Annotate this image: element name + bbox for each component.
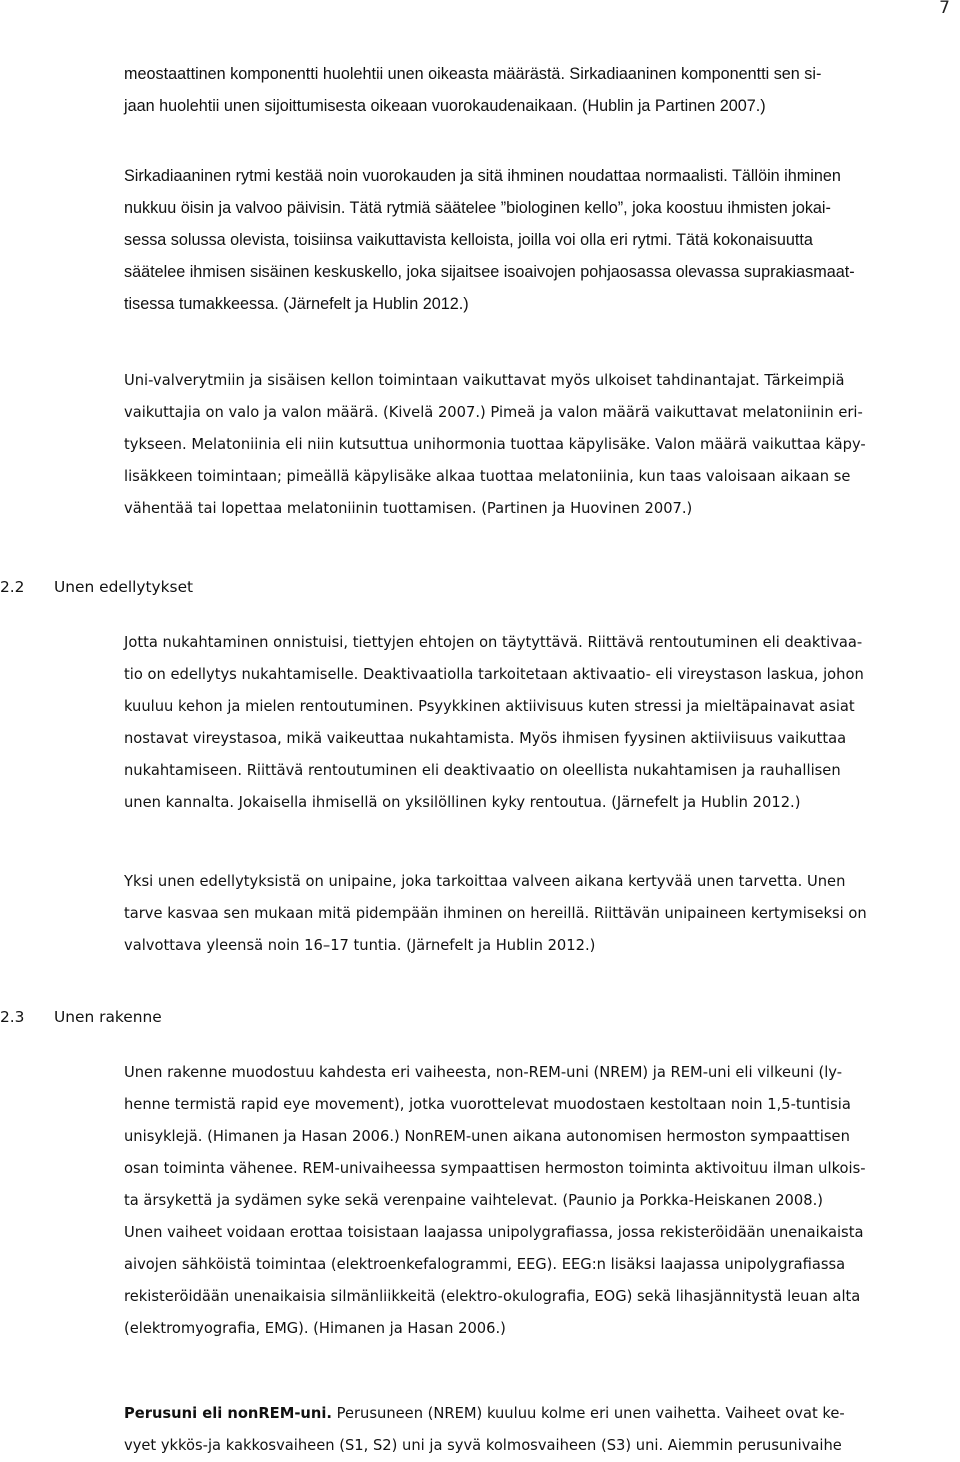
text-line: tarve kasvaa sen mukaan mitä pidempään ihminen on hereillä. Riittävän unipaineen kertymiseksi on <box>124 905 867 922</box>
text-line: lisäkkeen toimintaan; pimeällä käpylisäke alkaa tuottaa melatoniinia, kun taas valoisaan aikaan se <box>124 468 851 485</box>
text-line: Unen rakenne muodostuu kahdesta eri vaiheesta, non-REM-uni (NREM) ja REM-uni eli vilkeuni (ly- <box>124 1064 843 1081</box>
text-line: vähentää tai lopettaa melatoniinin tuottamisen. (Partinen ja Huovinen 2007.) <box>124 500 693 517</box>
text-line: aivojen sähköistä toimintaa (elektroenkefalogrammi, EEG). EEG:n lisäksi laajassa unipolygrafiassa <box>124 1256 846 1273</box>
text-line: nukkuu öisin ja valvoo päivisin. Tätä rytmiä säätelee ”biologinen kello”, joka koostuu ihmisten jokai- <box>124 199 831 217</box>
text-line: sessa solussa olevista, toisiinsa vaikuttavista kelloista, joilla voi olla eri rytmi. Tätä kokonaisuutta <box>124 231 813 249</box>
text-line: (elektromyografia, EMG). (Himanen ja Hasan 2006.) <box>124 1320 506 1337</box>
paragraph-nrem-sleep <box>124 1398 936 1462</box>
text-line <box>124 1398 936 1430</box>
text-line: osan toiminta vähenee. REM-univaiheessa sympaattisen hermoston toiminta aktivoituu ilman ulkois- <box>124 1160 866 1177</box>
text-line: nukahtamiseen. Riittävä rentoutuminen eli deaktivaatio on oleellista nukahtamisen ja rauhallisen <box>124 762 841 779</box>
paragraph-homeostatic <box>124 58 936 122</box>
text-line: rekisteröidään unenaikaisia silmänliikkeitä (elektro-okulografia, EOG) sekä lihasjännitystä leuan alta <box>124 1288 861 1305</box>
text-line: Jotta nukahtaminen onnistuisi, tiettyjen ehtojen on täytyttävä. Riittävä rentoutuminen eli deaktivaa- <box>124 634 863 651</box>
text-line: kuuluu kehon ja mielen rentoutuminen. Psyykkinen aktiivisuus kuten stressi ja mieltäpainavat asiat <box>124 698 855 715</box>
section-title: Unen rakenne <box>54 1008 162 1026</box>
text-run: Perusuneen (NREM) kuuluu kolme eri unen vaihetta. Vaiheet ovat ke- <box>331 1405 845 1422</box>
text-line: tisessa tumakkeessa. (Järnefelt ja Hublin 2012.) <box>124 295 469 313</box>
text-line: Uni-valverytmiin ja sisäisen kellon toimintaan vaikuttavat myös ulkoiset tahdinantajat. Tärkeimpiä <box>124 372 845 389</box>
text-line: vyet ykkös-ja kakkosvaiheen (S1, S2) uni ja syvä kolmosvaiheen (S3) uni. Aiemmin perusunivaihe <box>124 1437 842 1454</box>
paragraph-sleep-structure <box>124 1057 936 1345</box>
text-line: Sirkadiaaninen rytmi kestää noin vuorokauden ja sitä ihminen noudattaa normaalisti. Tällöin ihminen <box>124 167 841 185</box>
paragraph-circadian-rhythm <box>124 160 936 320</box>
text-line: jaan huolehtii unen sijoittumisesta oikeaan vuorokaudenaikaan. (Hublin ja Partinen 2007.) <box>124 97 766 115</box>
text-line: meostaattinen komponentti huolehtii unen oikeasta määrästä. Sirkadiaaninen komponentti sen si- <box>124 65 822 83</box>
paragraph-sleep-conditions <box>124 627 936 819</box>
text-line: valvottava yleensä noin 16–17 tuntia. (Järnefelt ja Hublin 2012.) <box>124 937 596 954</box>
section-heading-2-3 <box>0 1001 162 1033</box>
page-number: 7 <box>939 0 950 18</box>
section-title: Unen edellytykset <box>54 578 194 596</box>
text-line: henne termistä rapid eye movement), jotka vuorottelevat muodostaen kestoltaan noin 1,5-tuntisia <box>124 1096 851 1113</box>
text-line: säätelee ihmisen sisäinen keskuskello, joka sijaitsee isoaivojen pohjaosassa olevassa suprakiasmaat- <box>124 263 855 281</box>
text-line: tykseen. Melatoniinia eli niin kutsuttua unihormonia tuottaa käpylisäke. Valon määrä vaikuttaa käpy- <box>124 436 866 453</box>
section-number: 2.3 <box>0 1008 25 1026</box>
text-line: unisyklejä. (Himanen ja Hasan 2006.) NonREM-unen aikana autonomisen hermoston sympaattisen <box>124 1128 850 1145</box>
paragraph-external-cues <box>124 365 936 525</box>
paragraph-sleep-pressure <box>124 866 936 962</box>
text-line: ta ärsykettä ja sydämen syke sekä verenpaine vaihtelevat. (Paunio ja Porkka-Heiskanen 2008.) <box>124 1192 823 1209</box>
bold-lead-term: Perusuni eli nonREM-uni. <box>124 1405 332 1422</box>
text-line: tio on edellytys nukahtamiselle. Deaktivaatiolla tarkoitetaan aktivaatio- eli vireystason laskua, johon <box>124 666 864 683</box>
text-line: Yksi unen edellytyksistä on unipaine, joka tarkoittaa valveen aikana kertyvää unen tarvetta. Unen <box>124 873 846 890</box>
text-line: Unen vaiheet voidaan erottaa toisistaan laajassa unipolygrafiassa, jossa rekisteröidään unenaikaista <box>124 1224 864 1241</box>
text-line: nostavat vireystasoa, mikä vaikeuttaa nukahtamista. Myös ihmisen fyysinen aktiiviisuus vaikuttaa <box>124 730 847 747</box>
section-number: 2.2 <box>0 578 25 596</box>
text-line: vaikuttajia on valo ja valon määrä. (Kivelä 2007.) Pimeä ja valon määrä vaikuttavat melatoniinin eri- <box>124 404 863 421</box>
text-line: unen kannalta. Jokaisella ihmisellä on yksilöllinen kyky rentoutua. (Järnefelt ja Hublin 2012.) <box>124 794 801 811</box>
section-heading-2-2 <box>0 571 193 603</box>
